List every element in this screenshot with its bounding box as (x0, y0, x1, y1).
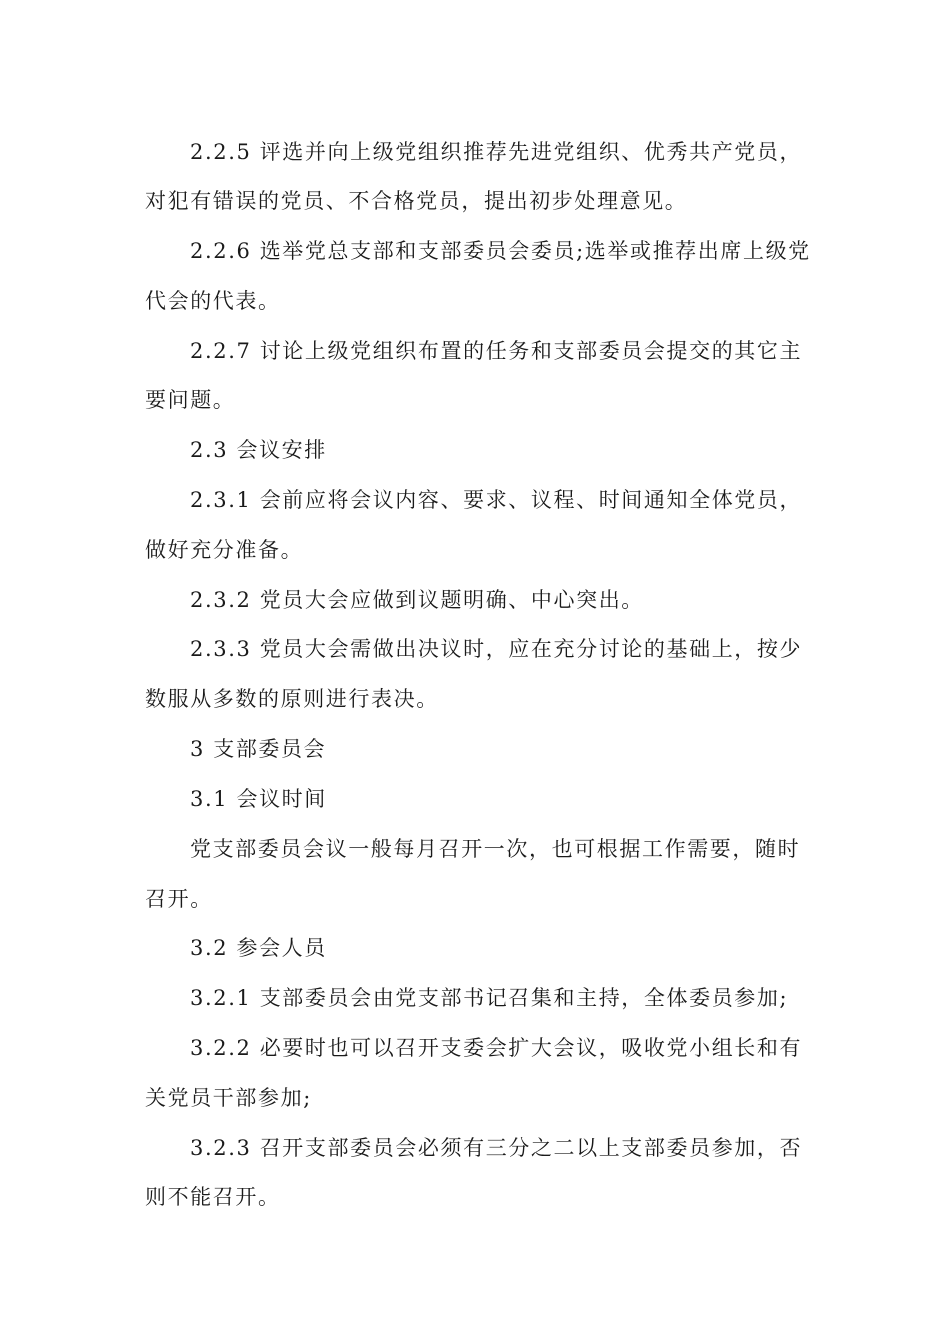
paragraph-2-2-7-line-2: 要问题。 (145, 388, 236, 412)
paragraph-2-3-1-line-2: 做好充分准备。 (145, 538, 304, 562)
paragraph-3-2-3-line-2: 则不能召开。 (145, 1185, 281, 1209)
paragraph-2-2-7-line-1: 2.2.7 讨论上级党组织布置的任务和支部委员会提交的其它主 (190, 339, 803, 363)
paragraph-3-2-2-line-2: 关党员干部参加; (145, 1086, 312, 1110)
paragraph-3-2-1: 3.2.1 支部委员会由党支部书记召集和主持，全体委员参加; (190, 986, 789, 1010)
paragraph-3-1-line-2: 召开。 (145, 887, 213, 911)
paragraph-2-2-5-line-1: 2.2.5 评选并向上级党组织推荐先进党组织、优秀共产党员， (190, 140, 803, 164)
paragraph-3-2-2-line-1: 3.2.2 必要时也可以召开支委会扩大会议，吸收党小组长和有 (190, 1036, 803, 1060)
paragraph-2-2-6-line-1: 2.2.6 选举党总支部和支部委员会委员;选举或推荐出席上级党 (190, 239, 811, 263)
paragraph-2-3-2: 2.3.2 党员大会应做到议题明确、中心突出。 (190, 588, 644, 612)
paragraph-2-3-3-line-2: 数服从多数的原则进行表决。 (145, 687, 439, 711)
heading-2-3: 2.3 会议安排 (190, 438, 327, 462)
paragraph-3-1-line-1: 党支部委员会议一般每月召开一次，也可根据工作需要，随时 (190, 837, 801, 861)
heading-3-1: 3.1 会议时间 (190, 787, 327, 811)
heading-3: 3 支部委员会 (190, 737, 327, 761)
paragraph-2-2-5-line-2: 对犯有错误的党员、不合格党员，提出初步处理意见。 (145, 189, 688, 213)
paragraph-2-2-6-line-2: 代会的代表。 (145, 289, 281, 313)
heading-3-2: 3.2 参会人员 (190, 936, 327, 960)
paragraph-2-3-3-line-1: 2.3.3 党员大会需做出决议时，应在充分讨论的基础上，按少 (190, 637, 803, 661)
paragraph-3-2-3-line-1: 3.2.3 召开支部委员会必须有三分之二以上支部委员参加，否 (190, 1136, 803, 1160)
paragraph-2-3-1-line-1: 2.3.1 会前应将会议内容、要求、议程、时间通知全体党员， (190, 488, 803, 512)
